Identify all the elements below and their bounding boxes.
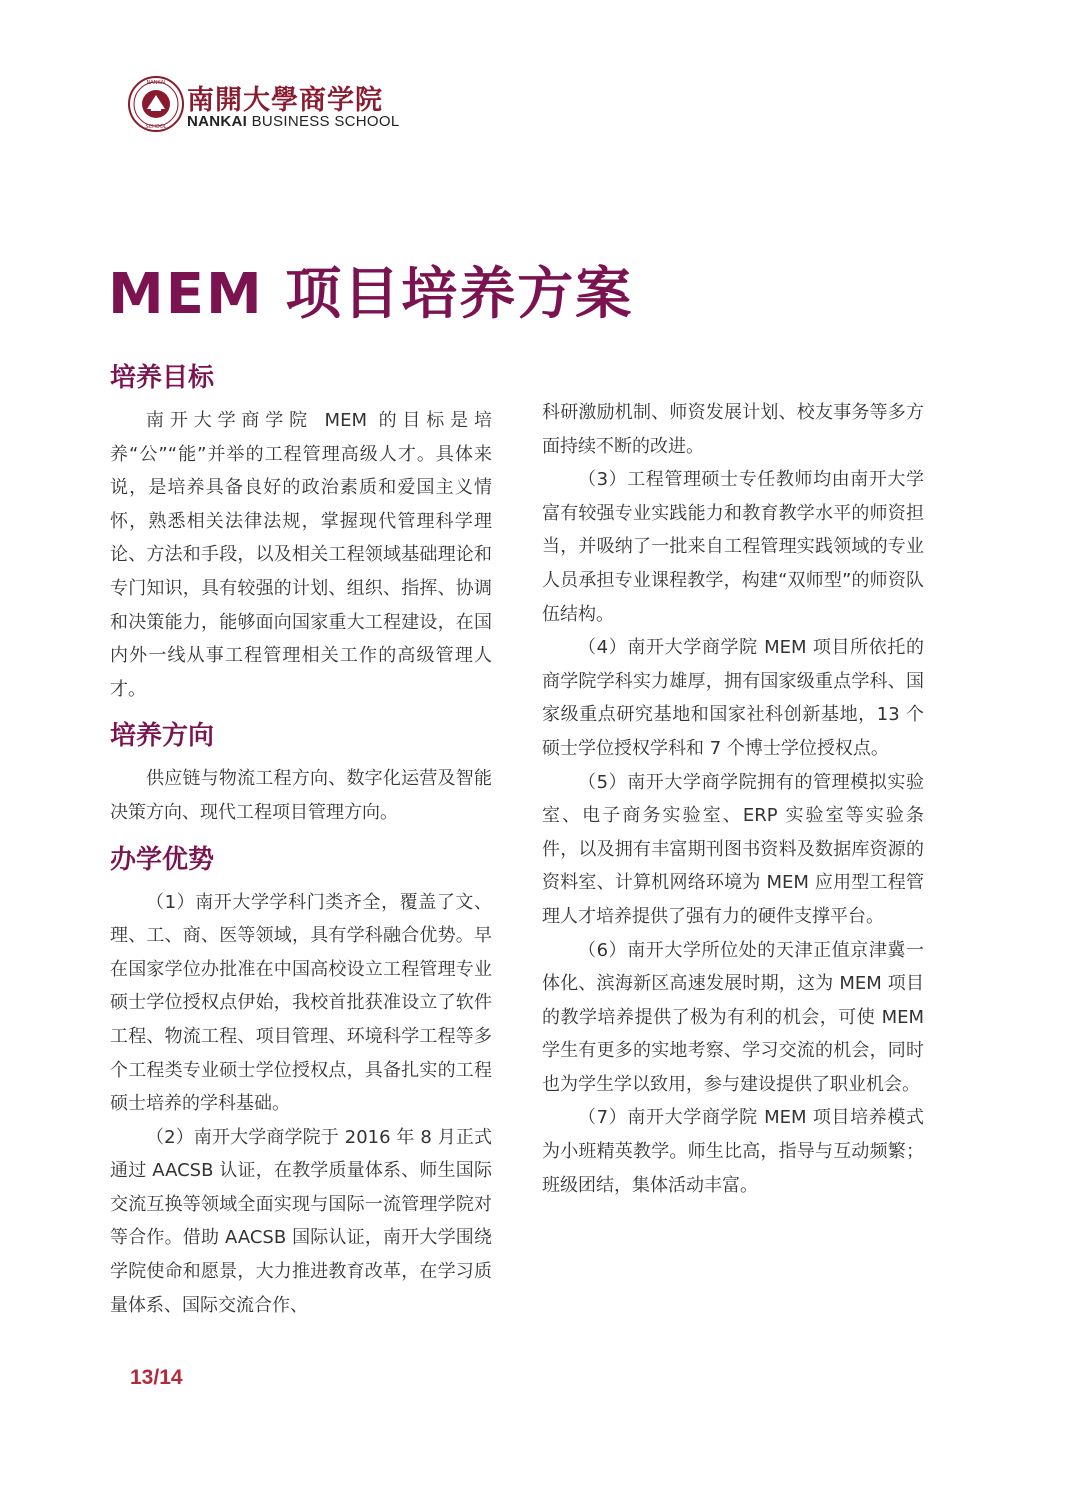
advantage-item-6: （6）南开大学所位处的天津正值京津冀一体化、滨海新区高速发展时期，这为 MEM 项目的教学培养提供了极为有利的机会，可使 MEM 学生有更多的实地考察、学习交流的机会，同时也为学生学以致用，参与建设提供了职业机会。	[542, 939, 924, 1095]
header-logo	[127, 75, 427, 137]
advantage-item-5: （5）南开大学商学院拥有的管理模拟实验室、电子商务实验室、ERP 实验室等实验条件，以及拥有丰富期刊图书资料及数据库资源的资料室、计算机网络环境为 MEM 应用型工程管理人才培养提供了强有力的硬件支撑平台。	[542, 771, 924, 927]
advantage-item-2-continued: 科研激励机制、师资发展计划、校友事务等多方面持续不断的改进。	[542, 402, 924, 457]
direction-paragraph: 供应链与物流工程方向、数字化运营及智能决策方向、现代工程项目管理方向。	[110, 768, 492, 823]
logo-english-rest: BUSINESS SCHOOL	[247, 113, 400, 130]
advantage-item-4: （4）南开大学商学院 MEM 项目所依托的商学院学科实力雄厚，拥有国家级重点学科、国家级重点研究基地和国家社科创新基地，13 个硕士学位授权学科和 7 个博士学位授权点。	[542, 637, 924, 759]
section-heading-goal: 培养目标	[110, 363, 215, 393]
logo-english-bold: NANKAI	[187, 113, 248, 130]
nankai-seal-icon	[127, 75, 185, 133]
advantage-item-1: （1）南开大学学科门类齐全，覆盖了文、理、工、商、医等领域，具有学科融合优势。早在国家学位办批准在中国高校设立工程管理专业硕士学位授权点伊始，我校首批获准设立了软件工程、物流工程、项目管理、环境科学工程等多个工程类专业硕士学位授权点，具备扎实的工程硕士培养的学科基础。	[110, 891, 492, 1115]
page-title: MEM 项目培养方案	[108, 262, 634, 327]
svg-text:SCHOOL: SCHOOL	[145, 124, 167, 130]
section-heading-advantage: 办学优势	[110, 844, 215, 875]
advantage-item-2: （2）南开大学商学院于 2016 年 8 月正式通过 AACSB 认证，在教学质量体系、师生国际交流互换等领域全面实现与国际一流管理学院对等合作。借助 AACSB 国际认证，南开大学围绕学院使命和愿景，大力推进教育改革，在学习质量体系、国际交流合作、	[110, 1126, 492, 1316]
left-column	[110, 356, 492, 1322]
advantage-item-7: （7）南开大学商学院 MEM 项目培养模式为小班精英教学。师生比高，指导与互动频繁；班级团结，集体活动丰富。	[542, 1107, 924, 1196]
page-number: 13/14	[130, 1366, 183, 1389]
logo-chinese-name: 南開大學商学院	[187, 85, 383, 116]
advantage-item-3: （3）工程管理硕士专任教师均由南开大学富有较强专业实践能力和教育教学水平的师资担当，并吸纳了一批来自工程管理实践领域的专业人员承担专业课程教学，构建“双师型”的师资队伍结构。	[542, 469, 924, 625]
right-column	[542, 396, 924, 1202]
logo-english-name	[187, 113, 399, 130]
goal-paragraph: 南开大学商学院 MEM 的目标是培养“公”“能”并举的工程管理高级人才。具体来说，是培养具备良好的政治素质和爱国主义情怀，熟悉相关法律法规，掌握现代管理科学理论、方法和手段，以及相关工程领域基础理论和专门知识，具有较强的计划、组织、指挥、协调和决策能力，能够面向国家重大工程建设，在国内外一线从事工程管理相关工作的高级管理人才。	[110, 410, 492, 700]
section-heading-direction: 培养方向	[110, 721, 215, 752]
svg-text:NANKAI: NANKAI	[146, 80, 166, 86]
